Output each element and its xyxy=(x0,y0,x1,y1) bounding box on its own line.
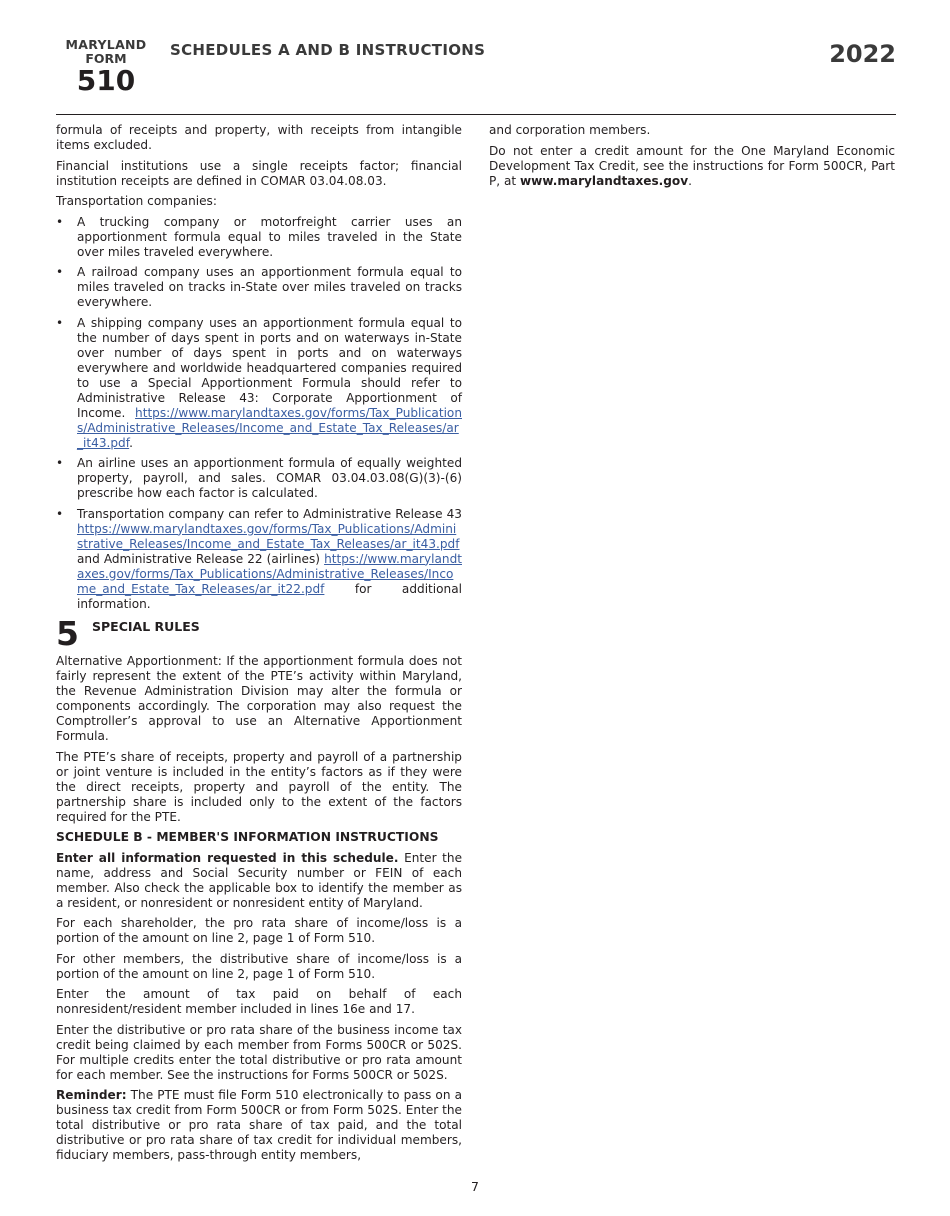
paragraph: Enter the amount of tax paid on behalf of each nonresident/resident member included in lines 16e and 17. xyxy=(56,987,462,1016)
document-title: SCHEDULES A AND B INSTRUCTIONS xyxy=(170,41,486,59)
bullet-icon: • xyxy=(56,315,64,330)
list-item: • A trucking company or motorfreight carrier uses an apportionment formula equal to miles traveled in the State over miles traveled everywhere. xyxy=(56,214,462,259)
left-column xyxy=(56,123,462,1169)
ar-it43-link[interactable]: https://www.marylandtaxes.gov/forms/Tax_Publications/Administrative_Releases/Income_and_Estate_Tax_Releases/ar_it43.pdf xyxy=(77,521,460,551)
form-number: 510 xyxy=(76,64,136,97)
list-item: • A shipping company uses an apportionment formula equal to the number of days spent in ports and on waterways in-State over number of days spent in ports and on waterways everywhere and worldwide headquartered companies required to use a Special Apportionment Formula should refer to Administrative Release 43: Corporate Apportionment of Income. https://www.marylandtaxes.gov/forms/Tax_Publications/Administrative_Releases/Income_and_Estate_Tax_Releases/ar_it43.pdf. xyxy=(56,315,462,450)
ar-it22-link[interactable]: https://www.marylandtaxes.gov/forms/Tax_Publications/Administrative_Releases/Income_and_Estate_Tax_Releases/ar_it22.pdf xyxy=(77,551,462,596)
paragraph: Financial institutions use a single receipts factor; financial institution receipts are defined in COMAR 03.04.08.03. xyxy=(56,158,462,188)
page-number: 7 xyxy=(471,1179,479,1194)
form-identifier xyxy=(56,38,156,96)
bullet-icon: • xyxy=(56,265,64,279)
paragraph: Do not enter a credit amount for the One Maryland Economic Development Tax Credit, see the instructions for Form 500CR, Part P, at www.marylandtaxes.gov. xyxy=(489,143,895,188)
section-heading xyxy=(56,614,462,653)
list-item: • Transportation company can refer to Administrative Release 43 https://www.marylandtaxes.gov/forms/Tax_Publications/Administrative_Releases/Income_and_Estate_Tax_Releases/ar_it43.pdf and Administrative Release 22 (airlines) https://www.marylandtaxes.gov/forms/Tax_Publications/Administrative_Releases/Income_and_Estate_Tax_Releases/ar_it22.pdf for additional information. xyxy=(56,506,462,611)
transportation-list xyxy=(56,215,462,612)
section-number: 5 xyxy=(56,614,79,653)
header-divider xyxy=(56,114,896,115)
paragraph: Reminder: The PTE must file Form 510 electronically to pass on a business tax credit from Form 500CR or from Form 502S. Enter the total distributive or pro rata share of tax paid, and the total distributive or pro rata share of tax credit for individual members, fiduciary members, pass-through entity members, xyxy=(56,1088,462,1162)
paragraph: The PTE’s share of receipts, property and payroll of a partnership or joint venture is included in the entity’s factors as if they were the direct receipts, property and payroll of the entity. The partnership share is included only to the extent of the factors required for the PTE. xyxy=(56,749,462,824)
right-column xyxy=(489,123,895,194)
bullet-icon: • xyxy=(56,456,64,470)
list-item: • An airline uses an apportionment formula of equally weighted property, payroll, and sales. COMAR 03.04.03.08(G)(3)-(6) prescribe how each factor is calculated. xyxy=(56,456,462,500)
list-item: • A railroad company uses an apportionment formula equal to miles traveled on tracks in-State over miles traveled on tracks everywhere. xyxy=(56,265,462,309)
form-label: FORM xyxy=(85,51,127,66)
website-reference: www.marylandtaxes.gov xyxy=(519,173,689,188)
page-header xyxy=(56,38,896,98)
schedule-b-heading: SCHEDULE B - MEMBER'S INFORMATION INSTRUCTIONS xyxy=(56,830,439,844)
paragraph: Transportation companies: xyxy=(56,194,217,208)
paragraph: and corporation members. xyxy=(489,123,651,137)
tax-year: 2022 xyxy=(829,40,896,68)
paragraph: Enter the distributive or pro rata share of the business income tax credit being claimed by each member from Forms 500CR or 502S. For multiple credits enter the total distributive or pro rata amount for each member. See the instructions for Forms 500CR or 502S. xyxy=(56,1022,462,1082)
ar-it43-link[interactable]: https://www.marylandtaxes.gov/forms/Tax_Publications/Administrative_Releases/Income_and_Estate_Tax_Releases/ar_it43.pdf xyxy=(77,405,462,450)
paragraph: For other members, the distributive share of income/loss is a portion of the amount on line 2, page 1 of Form 510. xyxy=(56,951,462,981)
form-state-label: MARYLAND xyxy=(65,37,147,52)
paragraph: formula of receipts and property, with receipts from intangible items excluded. xyxy=(56,123,462,152)
paragraph: For each shareholder, the pro rata share of income/loss is a portion of the amount on line 2, page 1 of Form 510. xyxy=(56,916,462,945)
bullet-icon: • xyxy=(56,506,64,521)
paragraph: Enter all information requested in this schedule. Enter the name, address and Social Security number or FEIN of each member. Also check the applicable box to identify the member as a resident, or nonresident or nonresident entity of Maryland. xyxy=(56,850,463,910)
section-title: SPECIAL RULES xyxy=(92,619,200,634)
bullet-icon: • xyxy=(56,214,64,229)
paragraph: Alternative Apportionment: If the apportionment formula does not fairly represent the extent of the PTE’s activity within Maryland, the Revenue Administration Division may alter the formula or components accordingly. The corporation may also request the Comptroller’s approval to use an Alternative Apportionment Formula. xyxy=(56,654,462,743)
